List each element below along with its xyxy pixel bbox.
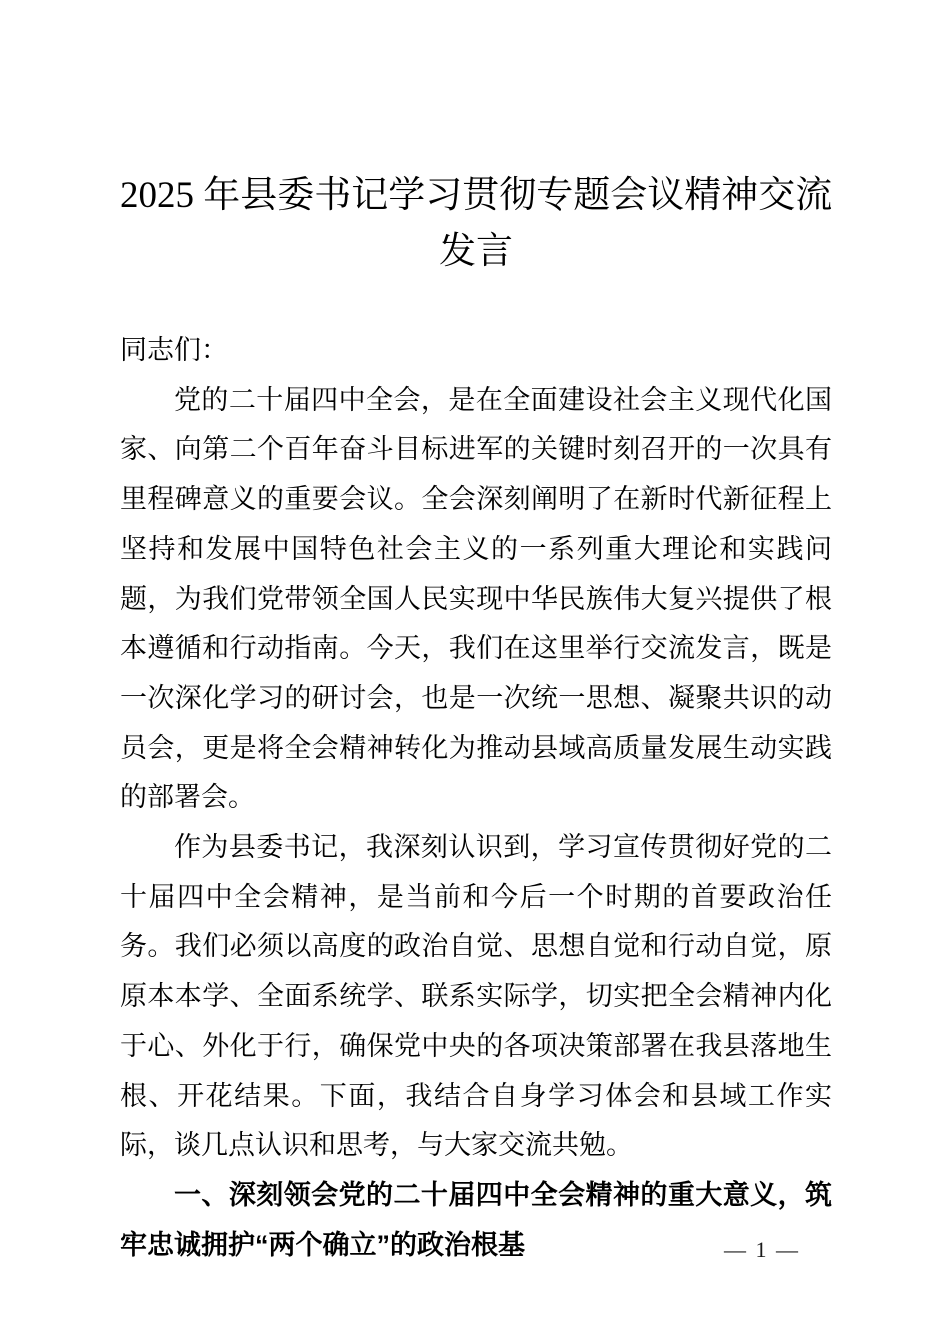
document-title <box>120 168 832 280</box>
salutation: 同志们： <box>120 335 228 365</box>
body-paragraph-2: 作为县委书记，我深刻认识到，学习宣传贯彻好党的二十届四中全会精神，是当前和今后一个时期的首要政治任务。我们必须以高度的政治自觉、思想自觉和行动自觉，原原本本学、全面系统学、联系实际学，切实把全会精神内化于心、外化于行，确保党中央的各项决策部署在我县落地生根、开花结果。下面，我结合自身学习体会和县域工作实际，谈几点认识和思考，与大家交流共勉。 <box>120 832 832 1161</box>
page-number: — 1 — <box>724 1237 800 1262</box>
body-paragraph-1: 党的二十届四中全会，是在全面建设社会主义现代化国家、向第二个百年奋斗目标进军的关键时刻召开的一次具有里程碑意义的重要会议。全会深刻阐明了在新时代新征程上坚持和发展中国特色社会主义的一系列重大理论和实践问题，为我们党带领全国人民实现中华民族伟大复兴提供了根本遵循和行动指南。今天，我们在这里举行交流发言，既是一次深化学习的研讨会，也是一次统一思想、凝聚共识的动员会，更是将全会精神转化为推动县域高质量发展生动实践的部署会。 <box>120 384 832 813</box>
page-footer <box>0 1237 800 1263</box>
section-heading-1: 一、深刻领会党的二十届四中全会精神的重大意义，筑牢忠诚拥护“两个确立”的政治根基 <box>120 1179 832 1260</box>
document-body <box>120 326 832 1270</box>
document-title-line-1: 2025 年县委书记学习贯彻专题会议精神交流 <box>120 175 833 216</box>
document-title-line-2: 发言 <box>439 231 513 272</box>
